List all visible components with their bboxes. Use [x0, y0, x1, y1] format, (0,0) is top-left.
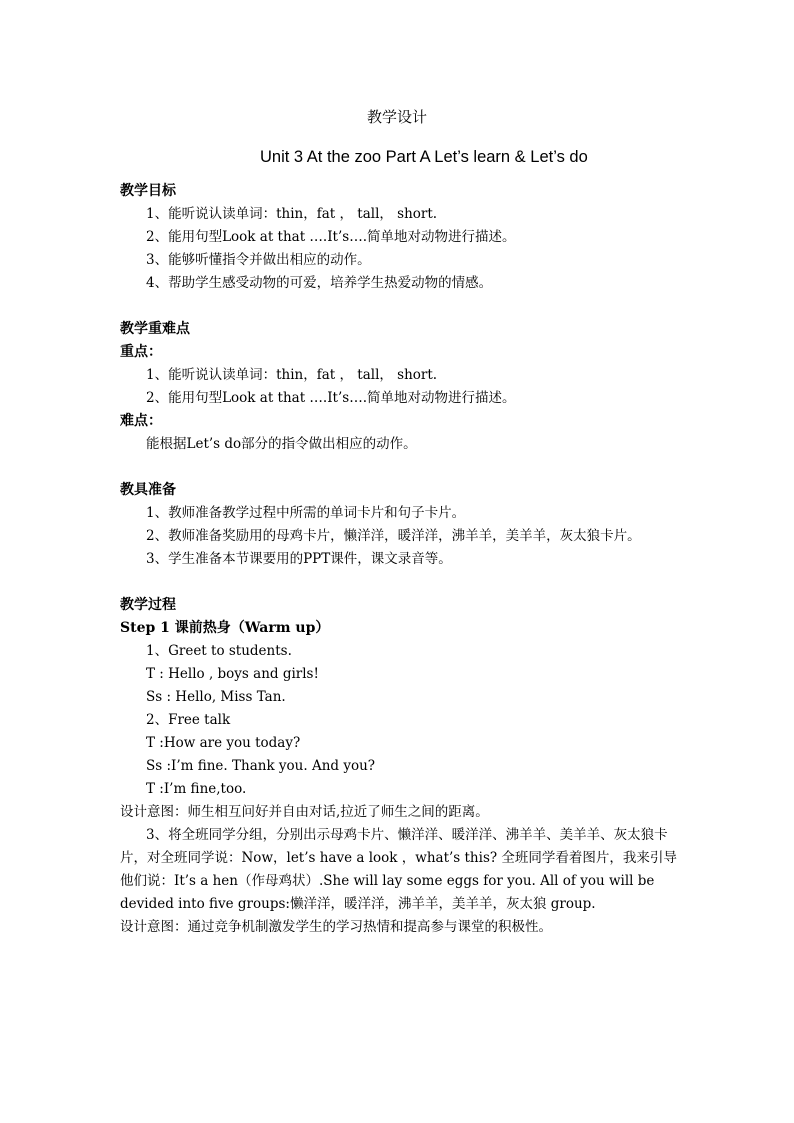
- dialogue-line: T :I’m fine,too.: [146, 781, 247, 797]
- document-body: [120, 180, 680, 939]
- design-intent: 设计意图：通过竞争机制激发学生的学习热情和提高参与课堂的积极性。: [120, 919, 552, 935]
- process-paragraph: 3、将全班同学分组，分别出示母鸡卡片、懒洋洋、暖洋洋、沸羊羊、美羊羊、灰太狼卡片，对全班同学说：Now，let’s have a look ，what’s this? 全班同学看着图片，我来引导他们说：It’s a hen（作母鸡状）.She will lay some eggs for you. All of you will be devided into five groups:懒洋洋，暖洋洋，沸羊羊，美羊羊，灰太狼 group.: [120, 827, 677, 912]
- process-heading: 教学过程: [120, 597, 176, 613]
- document-title: 教学设计: [366, 108, 427, 126]
- key-item: 2、能用句型Look at that ….It’s….简单地对动物进行描述。: [146, 390, 516, 406]
- dialogue-line: T : Hello , boys and girls!: [146, 666, 319, 682]
- difficult-label: 难点：: [120, 413, 162, 429]
- document-subtitle: Unit 3 At the zoo Part A Let’s learn & Let’s do: [260, 148, 588, 166]
- design-intent: 设计意图：师生相互问好并自由对话,拉近了师生之间的距离。: [120, 804, 489, 820]
- dialogue-line: 2、Free talk: [146, 712, 231, 728]
- dialogue-line: Ss :I’m fine. Thank you. And you?: [146, 758, 376, 774]
- dialogue-line: T :How are you today?: [146, 735, 301, 751]
- dialogue-line: Ss : Hello, Miss Tan.: [146, 689, 286, 705]
- step-heading: Step 1 课前热身（Warm up）: [120, 620, 330, 636]
- material-item: 3、学生准备本节课要用的PPT课件，课文录音等。: [146, 551, 452, 567]
- key-points-heading: 教学重难点: [120, 321, 190, 337]
- material-item: 2、教师准备奖励用的母鸡卡片，懒洋洋，暖洋洋，沸羊羊，美羊羊，灰太狼卡片。: [146, 528, 641, 544]
- key-label: 重点：: [120, 344, 162, 360]
- objective-item: 4、帮助学生感受动物的可爱，培养学生热爱动物的情感。: [146, 275, 493, 291]
- key-item: 1、能听说认读单词：thin，fat ， tall， short.: [146, 367, 438, 383]
- objective-item: 3、能够听懂指令并做出相应的动作。: [146, 252, 371, 268]
- dialogue-line: 1、Greet to students.: [146, 643, 292, 659]
- objective-item: 2、能用句型Look at that ….It’s….简单地对动物进行描述。: [146, 229, 516, 245]
- materials-heading: 教具准备: [120, 482, 176, 498]
- objective-item: 1、能听说认读单词：thin，fat ， tall， short.: [146, 206, 438, 222]
- difficult-item: 能根据Let’s do部分的指令做出相应的动作。: [146, 436, 417, 452]
- material-item: 1、教师准备教学过程中所需的单词卡片和句子卡片。: [146, 505, 466, 521]
- objectives-heading: 教学目标: [120, 183, 176, 199]
